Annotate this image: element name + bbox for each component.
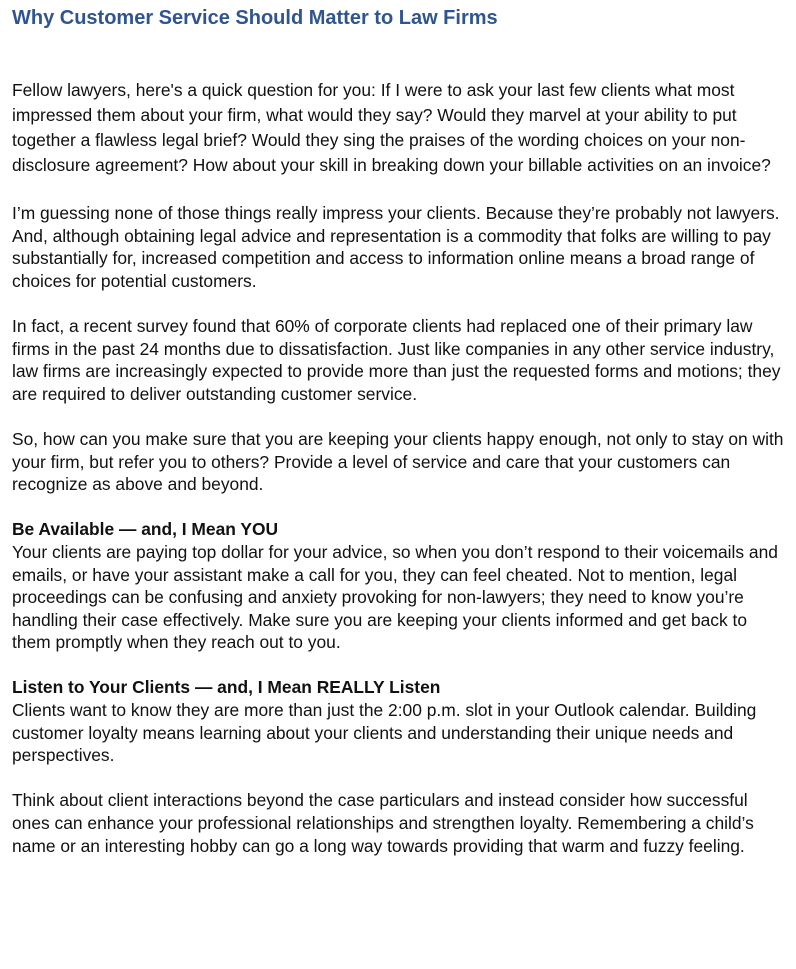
section-be-available	[12, 518, 788, 654]
section-listen	[12, 676, 788, 857]
article	[12, 6, 788, 857]
section-paragraph-listen-1: Clients want to know they are more than just the 2:00 p.m. slot in your Outlook calendar. Building customer loyalty means learning about your clients and understanding their unique needs and perspectives.	[12, 700, 757, 766]
section-paragraph-listen-2: Think about client interactions beyond the case particulars and instead consider how successful ones can enhance your professional relationships and strengthen loyalty. Remembering a child’s name or an interesting hobby can go a long way towards providing that warm and fuzzy feeling.	[12, 790, 754, 856]
article-title: Why Customer Service Should Matter to Law Firms	[12, 7, 498, 29]
section-heading-be-available: Be Available — and, I Mean YOU	[12, 519, 279, 540]
intro-paragraph-1: Fellow lawyers, here's a quick question for you: If I were to ask your last few clients what most impressed them about your firm, what would they say? Would they marvel at your ability to put together a flawless legal brief? Would they sing the praises of the wording choices on your non-disclosure agreement? How about your skill in breaking down your billable activities on an invoice?	[12, 80, 771, 175]
intro-paragraph-2: I’m guessing none of those things really impress your clients. Because they’re probably not lawyers. And, although obtaining legal advice and representation is a commodity that folks are willing to pay substantially for, increased competition and access to information online means a broad range of choices for potential customers.	[12, 203, 780, 291]
intro-paragraph-3: In fact, a recent survey found that 60% of corporate clients had replaced one of their primary law firms in the past 24 months due to dissatisfaction. Just like companies in any other service industry, law firms are increasingly expected to provide more than just the requested forms and motions; they are required to deliver outstanding customer service.	[12, 315, 781, 404]
section-heading-listen: Listen to Your Clients — and, I Mean REALLY Listen	[12, 677, 441, 698]
intro-paragraph-4: So, how can you make sure that you are keeping your clients happy enough, not only to stay on with your firm, but refer you to others? Provide a level of service and care that your customers can recognize as above and beyond.	[12, 428, 784, 495]
article-body	[12, 78, 788, 857]
section-paragraph-be-available: Your clients are paying top dollar for your advice, so when you don’t respond to their voicemails and emails, or have your assistant make a call for you, they can feel cheated. Not to mention, legal proceedings can be confusing and anxiety provoking for non-lawyers; they need to know you’re handling their case effectively. Make sure you are keeping your clients informed and get back to them promptly when they reach out to you.	[12, 541, 778, 653]
